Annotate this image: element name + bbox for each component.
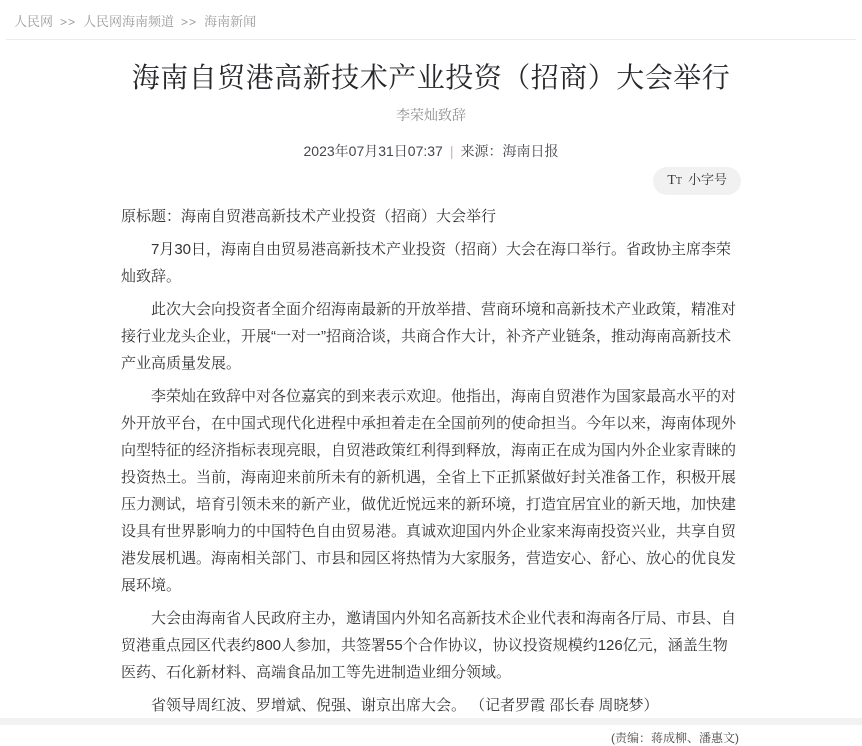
- article-toolbar: [121, 167, 741, 195]
- source-label: 来源：: [460, 143, 503, 159]
- breadcrumb: [0, 0, 862, 39]
- font-size-button[interactable]: [653, 167, 741, 195]
- font-size-icon: TT: [667, 173, 682, 188]
- article-meta: [121, 141, 741, 161]
- source-link[interactable]: 海南日报: [502, 143, 559, 159]
- editor-credit: (责编：蒋成柳、潘惠文): [611, 731, 739, 745]
- paragraph-4: 大会由海南省人民政府主办，邀请国内外知名高新技术企业代表和海南各厅局、市县、自贸港重点园区代表约800人参加，共签署55个合作协议，协议投资规模约126亿元，涵盖生物医药、石化新材料、高端食品加工等先进制造业细分领域。: [121, 610, 737, 681]
- publish-date: 2023年07月31日07:37: [303, 143, 443, 159]
- breadcrumb-separator: >>: [181, 15, 198, 29]
- breadcrumb-link-hainan-channel[interactable]: 人民网海南频道: [83, 14, 175, 29]
- breadcrumb-link-hainan-news[interactable]: 海南新闻: [204, 14, 257, 29]
- paragraph-1: 7月30日，海南自由贸易港高新技术产业投资（招商）大会在海口举行。省政协主席李荣灿致辞。: [121, 241, 732, 285]
- bottom-strip: [0, 718, 862, 725]
- paragraph-3: 李荣灿在致辞中对各位嘉宾的到来表示欢迎。他指出，海南自贸港作为国家最高水平的对外开放平台，在中国式现代化进程中承担着走在全国前列的使命担当。今年以来，海南体现外向型特征的经济指标表现亮眼，自贸港政策红利得到释放，海南正在成为国内外企业家青睐的投资热土。当前，海南迎来前所未有的新机遇，全省上下正抓紧做好封关准备工作，积极开展压力测试，培育引领未来的新产业，做优近悦远来的新环境，打造宜居宜业的新天地，加快建设具有世界影响力的中国特色自由贸易港。真诚欢迎国内外企业家来海南投资兴业，共享自贸港发展机遇。海南相关部门、市县和园区将热情为大家服务，营造安心、舒心、放心的优良发展环境。: [121, 388, 737, 594]
- breadcrumb-separator: >>: [60, 15, 77, 29]
- breadcrumb-link-people[interactable]: 人民网: [14, 14, 54, 29]
- article-subtitle: 李荣灿致辞: [396, 107, 466, 123]
- article-body: [121, 203, 741, 719]
- paragraph-2: 此次大会向投资者全面介绍海南最新的开放举措、营商环境和高新技术产业政策，精准对接行业龙头企业，开展“一对一”招商洽谈，共商合作大计，补齐产业链条，推动海南高新技术产业高质量发展。: [121, 301, 737, 372]
- meta-separator: |: [449, 143, 454, 159]
- paragraph-5: 省领导周红波、罗增斌、倪强、谢京出席大会。 （记者罗霞 邵长春 周晓梦）: [151, 697, 659, 714]
- original-title: 原标题：海南自贸港高新技术产业投资（招商）大会举行: [121, 208, 497, 225]
- page-title: 海南自贸港高新技术产业投资（招商）大会举行: [131, 62, 731, 93]
- font-size-button-label: 小字号: [687, 172, 727, 187]
- article-content: [121, 40, 741, 746]
